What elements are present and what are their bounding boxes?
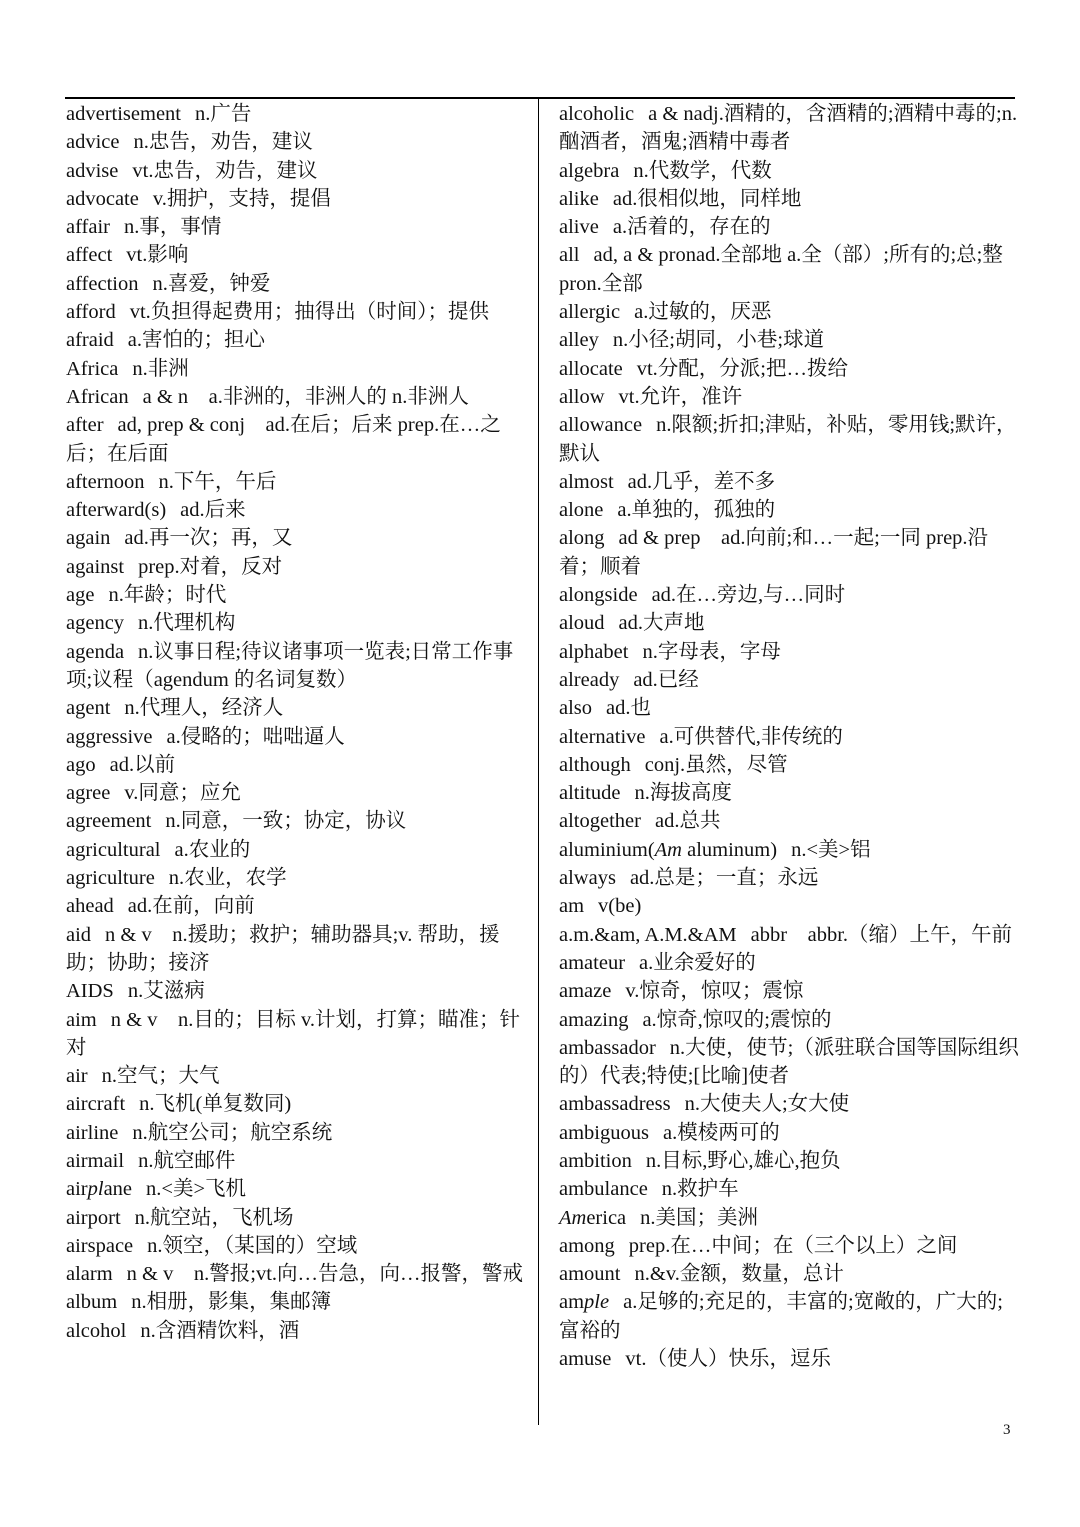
definition: n.大使夫人;女大使 xyxy=(684,1093,850,1116)
vocab-entry xyxy=(559,949,1019,977)
definition: ad.在…旁边,与…同时 xyxy=(651,584,846,607)
vocab-entry xyxy=(559,1034,1019,1091)
vocab-entry xyxy=(66,836,526,864)
vocab-entry xyxy=(559,581,1019,609)
vocab-entry xyxy=(66,779,526,807)
vocab-entry xyxy=(66,298,526,326)
vocab-entry xyxy=(559,921,1019,949)
definition: n.相册，影集，集邮簿 xyxy=(131,1291,332,1314)
headword: afternoon xyxy=(66,470,145,493)
vocab-entry xyxy=(559,1119,1019,1147)
vocab-entry xyxy=(66,921,526,978)
definition: v.拥护，支持，提倡 xyxy=(152,187,331,210)
headword: affect xyxy=(66,244,113,267)
definition: n.下午，午后 xyxy=(158,470,277,493)
vocab-entry xyxy=(66,553,526,581)
vocab-entry xyxy=(66,1119,526,1147)
definition: ad.在前，向前 xyxy=(127,895,255,918)
definition: n.农业，农学 xyxy=(168,867,287,890)
definition: ad.后来 xyxy=(180,499,246,522)
headword: alike xyxy=(559,187,599,210)
definition: vt.影响 xyxy=(126,244,189,267)
vocab-entry xyxy=(66,977,526,1005)
definition: n.飞机(单复数同) xyxy=(139,1093,292,1116)
definition: n.代理机构 xyxy=(138,612,236,635)
definition: ad, prep & conj ad.在后；后来 prep.在…之后；在后面 xyxy=(66,414,501,465)
headword: afford xyxy=(66,301,116,324)
headword: algebra xyxy=(559,159,620,182)
vocab-entry xyxy=(66,1062,526,1090)
vocab-entry xyxy=(559,355,1019,383)
definition: a.过敏的，厌恶 xyxy=(634,301,772,324)
definition: n.航空公司；航空系统 xyxy=(132,1121,333,1144)
definition: n & v n.警报;vt.向…告急，向…报警，警戒 xyxy=(126,1263,524,1286)
headword: ambiguous xyxy=(559,1121,649,1144)
definition: v.惊奇，惊叹；震惊 xyxy=(625,980,804,1003)
vocab-entry xyxy=(559,864,1019,892)
vocab-entry xyxy=(66,1260,526,1288)
headword: alcohol xyxy=(66,1319,127,1342)
vocab-entry xyxy=(559,185,1019,213)
page-number: 3 xyxy=(1003,1422,1011,1438)
definition: n.议事日程;待议诸事项一览表;日常工作事项;议程（agendum 的名词复数） xyxy=(66,640,514,691)
definition: ad.总共 xyxy=(654,810,721,833)
vocab-entry xyxy=(559,1175,1019,1203)
headword: advocate xyxy=(66,187,139,210)
headword: although xyxy=(559,753,631,776)
headword: age xyxy=(66,584,95,607)
headword: alongside xyxy=(559,584,638,607)
headword: aid xyxy=(66,923,92,946)
headword: agenda xyxy=(66,640,125,663)
headword: already xyxy=(559,668,620,691)
vocab-entry xyxy=(66,1288,526,1316)
vocab-entry xyxy=(66,241,526,269)
vocab-entry xyxy=(559,1204,1019,1232)
headword: aircraft xyxy=(66,1093,126,1116)
headword: agricultural xyxy=(66,838,161,861)
definition: n.代数学，代数 xyxy=(633,159,772,182)
vocab-entry xyxy=(559,100,1019,157)
vocab-entry xyxy=(559,383,1019,411)
definition: n.&v.金额，数量，总计 xyxy=(634,1263,844,1286)
headword: again xyxy=(66,527,111,550)
definition: n.航空邮件 xyxy=(138,1149,236,1172)
vocab-entry xyxy=(559,411,1019,468)
vocab-entry xyxy=(66,213,526,241)
headword: alphabet xyxy=(559,640,629,663)
headword: affection xyxy=(66,272,139,295)
headword: altitude xyxy=(559,782,621,805)
headword: a.m.&am, A.M.&AM xyxy=(559,923,737,946)
definition: a.活着的，存在的 xyxy=(612,216,771,239)
vocab-entry xyxy=(559,1090,1019,1118)
definition: n.<美>铝 xyxy=(791,838,871,861)
headword: agriculture xyxy=(66,867,155,890)
vocab-entry xyxy=(66,723,526,751)
definition: vt.负担得起费用；抽得出（时间）；提供 xyxy=(129,301,490,324)
definition: n & v n.援助；救护；辅助器具;v. 帮助，援助；协助；接济 xyxy=(66,923,500,974)
headword: advertisement xyxy=(66,103,181,125)
definition: n.喜爱，钟爱 xyxy=(152,272,271,295)
vocab-entry xyxy=(66,185,526,213)
definition: n.领空，（某国的）空域 xyxy=(147,1234,358,1257)
definition: vt.（使人）快乐，逗乐 xyxy=(625,1348,831,1371)
headword: against xyxy=(66,555,125,578)
headword: America xyxy=(559,1206,627,1229)
headword: almost xyxy=(559,470,614,493)
headword: Africa xyxy=(66,357,119,380)
headword: alley xyxy=(559,329,599,352)
headword: agency xyxy=(66,612,125,635)
vocab-entry xyxy=(559,609,1019,637)
vocab-entry xyxy=(559,836,1019,864)
definition: n.目标,野心,雄心,抱负 xyxy=(645,1149,841,1172)
vocab-entry xyxy=(66,411,526,468)
headword: aloud xyxy=(559,612,605,635)
vocab-entry xyxy=(559,157,1019,185)
definition: a.农业的 xyxy=(174,838,251,861)
definition: a.业余爱好的 xyxy=(639,951,756,974)
headword: advise xyxy=(66,159,119,182)
headword: alcoholic xyxy=(559,103,635,125)
headword: African xyxy=(66,385,129,408)
headword: airmail xyxy=(66,1149,125,1172)
headword: amount xyxy=(559,1263,621,1286)
definition: a.模棱两可的 xyxy=(662,1121,780,1144)
vocab-entry xyxy=(559,326,1019,354)
definition: n.同意，一致；协定，协议 xyxy=(165,810,407,833)
definition: ad.再一次；再，又 xyxy=(124,527,293,550)
vocab-entry xyxy=(66,326,526,354)
definition: v(be) xyxy=(598,895,642,918)
headword: AIDS xyxy=(66,980,114,1003)
headword: ambassadress xyxy=(559,1093,671,1116)
vocab-entry xyxy=(66,383,526,411)
vocab-entry xyxy=(559,241,1019,298)
headword: amateur xyxy=(559,951,626,974)
definition: n.年龄；时代 xyxy=(108,584,227,607)
definition: ad, a & pronad.全部地 a.全（部）;所有的;总;整 pron.全部 xyxy=(559,244,1003,295)
headword: allocate xyxy=(559,357,623,380)
definition: ad.总是；一直；永远 xyxy=(629,867,819,890)
vocab-entry xyxy=(559,723,1019,751)
headword: ample xyxy=(559,1291,610,1314)
definition: n.救护车 xyxy=(661,1178,739,1201)
headword: album xyxy=(66,1291,118,1314)
definition: n.代理人，经济人 xyxy=(124,697,284,720)
vocab-entry xyxy=(66,892,526,920)
vocab-entry xyxy=(559,1260,1019,1288)
definition: a.足够的;充足的，丰富的;宽敞的，广大的;富裕的 xyxy=(559,1291,1003,1342)
headword: along xyxy=(559,527,605,550)
definition: a.惊奇,惊叹的;震惊的 xyxy=(642,1008,832,1031)
headword: alarm xyxy=(66,1263,113,1286)
headword: among xyxy=(559,1234,615,1257)
definition: a & n a.非洲的，非洲人的 n.非洲人 xyxy=(142,385,469,408)
vocab-entry xyxy=(559,666,1019,694)
vocab-entry xyxy=(66,638,526,695)
headword: advice xyxy=(66,131,120,154)
definition: a.可供替代,非传统的 xyxy=(659,725,843,748)
headword: airport xyxy=(66,1206,121,1229)
vocab-entry xyxy=(66,581,526,609)
definition: a & nadj.酒精的，含酒精的;酒精中毒的;n.酗酒者，酒鬼;酒精中毒者 xyxy=(559,103,1018,154)
vocab-entry xyxy=(559,807,1019,835)
headword: alternative xyxy=(559,725,646,748)
definition: vt.允许，准许 xyxy=(618,385,743,408)
headword: aim xyxy=(66,1008,97,1031)
headword: agreement xyxy=(66,810,152,833)
vocab-entry xyxy=(559,1147,1019,1175)
definition: ad.以前 xyxy=(109,753,176,776)
headword: airplane xyxy=(66,1178,133,1201)
definition: n & v n.目的；目标 v.计划，打算；瞄准；针对 xyxy=(66,1008,520,1059)
vocab-entry xyxy=(66,1090,526,1118)
headword: altogether xyxy=(559,810,641,833)
definition: n.海拔高度 xyxy=(634,782,732,805)
headword: ahead xyxy=(66,895,114,918)
vocab-entry xyxy=(559,298,1019,326)
vocab-entry xyxy=(66,468,526,496)
definition: n.字母表，字母 xyxy=(642,640,781,663)
headword: affair xyxy=(66,216,111,239)
definition: prep.对着，反对 xyxy=(138,555,283,578)
definition: ad.几乎，差不多 xyxy=(627,470,776,493)
top-rule xyxy=(65,97,1015,99)
definition: vt.忠告，劝告，建议 xyxy=(132,159,318,182)
headword: airline xyxy=(66,1121,119,1144)
vocab-entry xyxy=(66,157,526,185)
headword: after xyxy=(66,414,104,437)
vocab-entry xyxy=(559,1006,1019,1034)
definition: n.广告 xyxy=(194,103,252,125)
headword: aggressive xyxy=(66,725,153,748)
definition: n.大使，使节;（派驻联合国等国际组织的）代表;特使;[比喻]使者 xyxy=(559,1036,1019,1088)
headword: air xyxy=(66,1065,88,1088)
vocab-entry xyxy=(66,100,526,128)
vocab-entry xyxy=(559,1288,1019,1345)
headword: allow xyxy=(559,385,605,408)
definition: n.航空站，飞机场 xyxy=(134,1206,294,1229)
definition: n.空气；大气 xyxy=(101,1065,220,1088)
headword: alone xyxy=(559,499,604,522)
vocab-entry xyxy=(66,807,526,835)
vocab-entry xyxy=(66,609,526,637)
vocab-entry xyxy=(559,1345,1019,1373)
vocab-entry xyxy=(66,751,526,779)
headword: ambassador xyxy=(559,1036,656,1059)
vocab-entry xyxy=(66,1006,526,1063)
vocab-entry xyxy=(66,496,526,524)
headword: allowance xyxy=(559,414,643,437)
headword: ambition xyxy=(559,1149,632,1172)
headword: amaze xyxy=(559,980,612,1003)
headword: alive xyxy=(559,216,599,239)
headword: am xyxy=(559,895,585,918)
headword: allergic xyxy=(559,301,621,324)
headword: agree xyxy=(66,782,111,805)
vocab-entry xyxy=(559,213,1019,241)
headword: always xyxy=(559,867,616,890)
definition: n.小径;胡同，小巷;球道 xyxy=(612,329,825,352)
vocab-entry xyxy=(66,270,526,298)
vocab-entry xyxy=(66,1204,526,1232)
headword: airspace xyxy=(66,1234,134,1257)
definition: ad.很相似地，同样地 xyxy=(612,187,802,210)
vocab-entry xyxy=(66,694,526,722)
definition: ad.也 xyxy=(606,697,652,720)
definition: ad.已经 xyxy=(633,668,699,691)
definition: n.限额;折扣;津贴，补贴，零用钱;默许，默认 xyxy=(559,414,1017,465)
headword: amazing xyxy=(559,1008,629,1031)
definition: abbr abbr.（缩）上午，午前 xyxy=(750,923,1013,946)
vocab-entry xyxy=(559,1232,1019,1260)
vocab-entry xyxy=(559,977,1019,1005)
definition: n.<美>飞机 xyxy=(146,1178,247,1201)
definition: n.非洲 xyxy=(132,357,189,380)
headword: afterward(s) xyxy=(66,499,167,522)
definition: a.侵略的；咄咄逼人 xyxy=(166,725,345,748)
vocab-entry xyxy=(66,1147,526,1175)
column-divider xyxy=(538,99,539,1425)
definition: n.艾滋病 xyxy=(127,980,205,1003)
definition: n.含酒精饮料，酒 xyxy=(140,1319,300,1342)
definition: v.同意；应允 xyxy=(124,782,241,805)
definition: a.单独的，孤独的 xyxy=(617,499,776,522)
vocab-entry xyxy=(66,1232,526,1260)
vocab-entry xyxy=(559,496,1019,524)
right-column xyxy=(559,100,1019,1373)
headword: aluminium(Am aluminum) xyxy=(559,838,778,861)
vocab-entry xyxy=(66,1175,526,1203)
headword: amuse xyxy=(559,1348,612,1371)
vocab-entry xyxy=(66,864,526,892)
vocab-entry xyxy=(66,524,526,552)
vocab-entry xyxy=(66,1317,526,1345)
definition: n.忠告，劝告，建议 xyxy=(133,131,313,154)
definition: vt.分配，分派;把…拨给 xyxy=(636,357,848,380)
vocab-entry xyxy=(66,128,526,156)
vocab-entry xyxy=(559,779,1019,807)
headword: all xyxy=(559,244,580,267)
vocab-entry xyxy=(559,524,1019,581)
headword: ago xyxy=(66,753,96,776)
vocab-entry xyxy=(559,638,1019,666)
vocab-entry xyxy=(559,892,1019,920)
vocab-entry xyxy=(66,355,526,383)
headword: afraid xyxy=(66,329,114,352)
definition: conj.虽然，尽管 xyxy=(644,753,788,776)
vocab-entry xyxy=(559,694,1019,722)
definition: n.事，事情 xyxy=(124,216,222,239)
definition: n.美国；美洲 xyxy=(640,1206,759,1229)
vocab-entry xyxy=(559,468,1019,496)
definition: ad.大声地 xyxy=(618,612,705,635)
headword: ambulance xyxy=(559,1178,648,1201)
headword: agent xyxy=(66,697,111,720)
headword: also xyxy=(559,697,593,720)
vocab-entry xyxy=(559,751,1019,779)
definition: ad & prep ad.向前;和…一起;一同 prep.沿着；顺着 xyxy=(559,527,989,578)
definition: prep.在…中间；在（三个以上）之间 xyxy=(628,1234,958,1257)
left-column xyxy=(66,100,526,1345)
definition: a.害怕的；担心 xyxy=(127,329,266,352)
